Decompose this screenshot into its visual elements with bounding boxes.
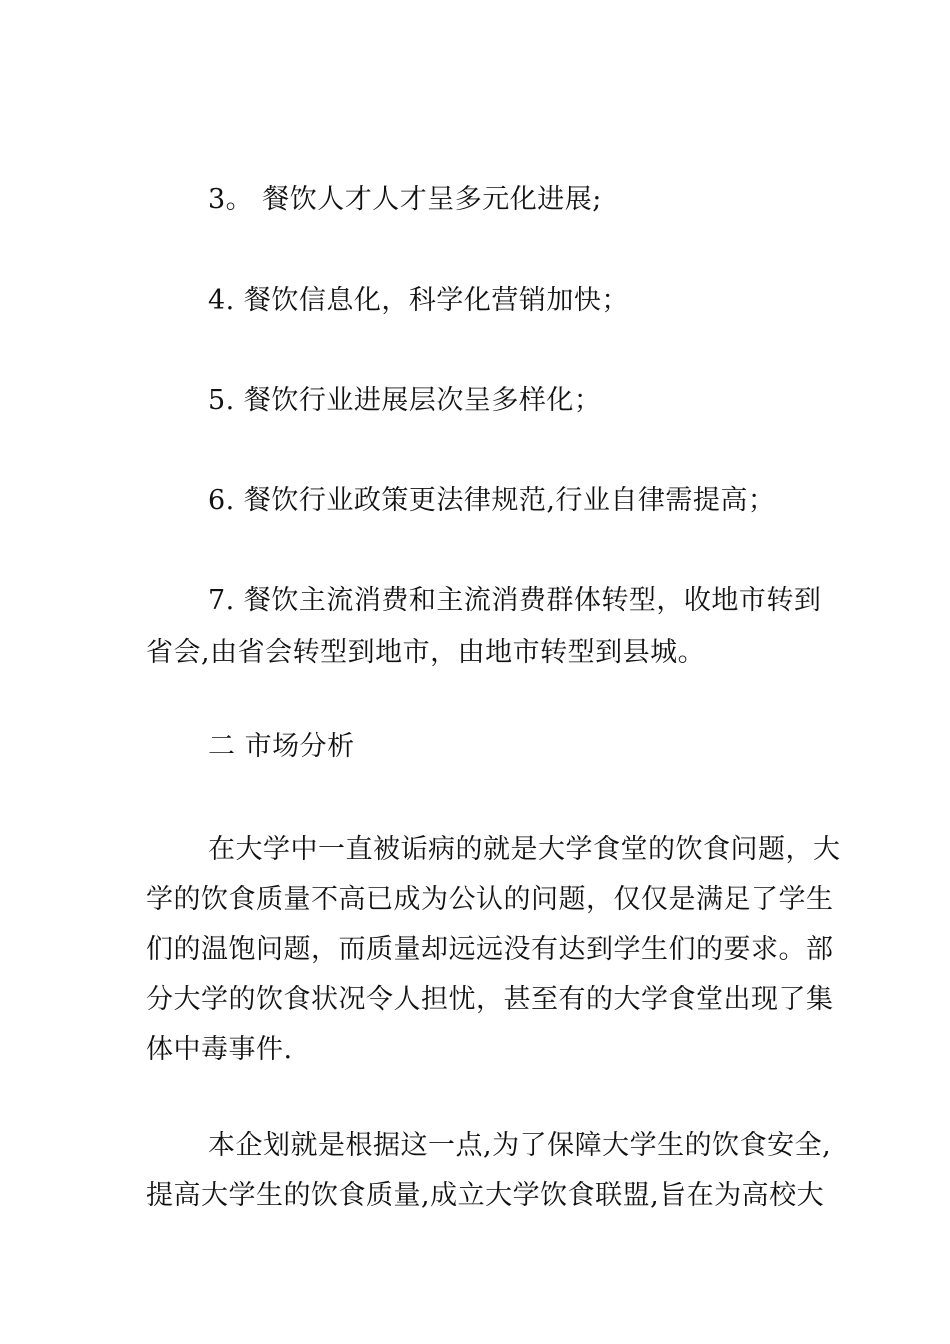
paragraph-line: 本企划就是根据这一点,为了保障大学生的饮食安全, — [208, 1130, 832, 1161]
paragraph-line: 提高大学生的饮食质量,成立大学饮食联盟,旨在为高校大 — [146, 1180, 825, 1211]
list-item-3: 3。 餐饮人才人才呈多元化进展; — [208, 184, 602, 215]
section-heading: 二 市场分析 — [208, 731, 355, 762]
list-item-7: 7. 餐饮主流消费和主流消费群体转型，收地市转到 — [208, 585, 822, 616]
paragraph-line: 学的饮食质量不高已成为公认的问题，仅仅是满足了学生 — [146, 884, 834, 915]
list-item-6: 6. 餐饮行业政策更法律规范,行业自律需提高； — [208, 485, 776, 516]
paragraph-line: 分大学的饮食状况令人担忧，甚至有的大学食堂出现了集 — [146, 984, 834, 1015]
list-item-5: 5. 餐饮行业进展层次呈多样化； — [208, 385, 602, 416]
paragraph-line: 在大学中一直被诟病的就是大学食堂的饮食问题，大 — [208, 834, 841, 865]
paragraph-line: 体中毒事件. — [146, 1034, 293, 1065]
list-item-7-continued: 省会,由省会转型到地市，由地市转型到县城。 — [146, 637, 706, 668]
paragraph-line: 们的温饱问题，而质量却远远没有达到学生们的要求。部 — [146, 934, 834, 965]
list-item-4: 4. 餐饮信息化，科学化营销加快； — [208, 285, 629, 316]
